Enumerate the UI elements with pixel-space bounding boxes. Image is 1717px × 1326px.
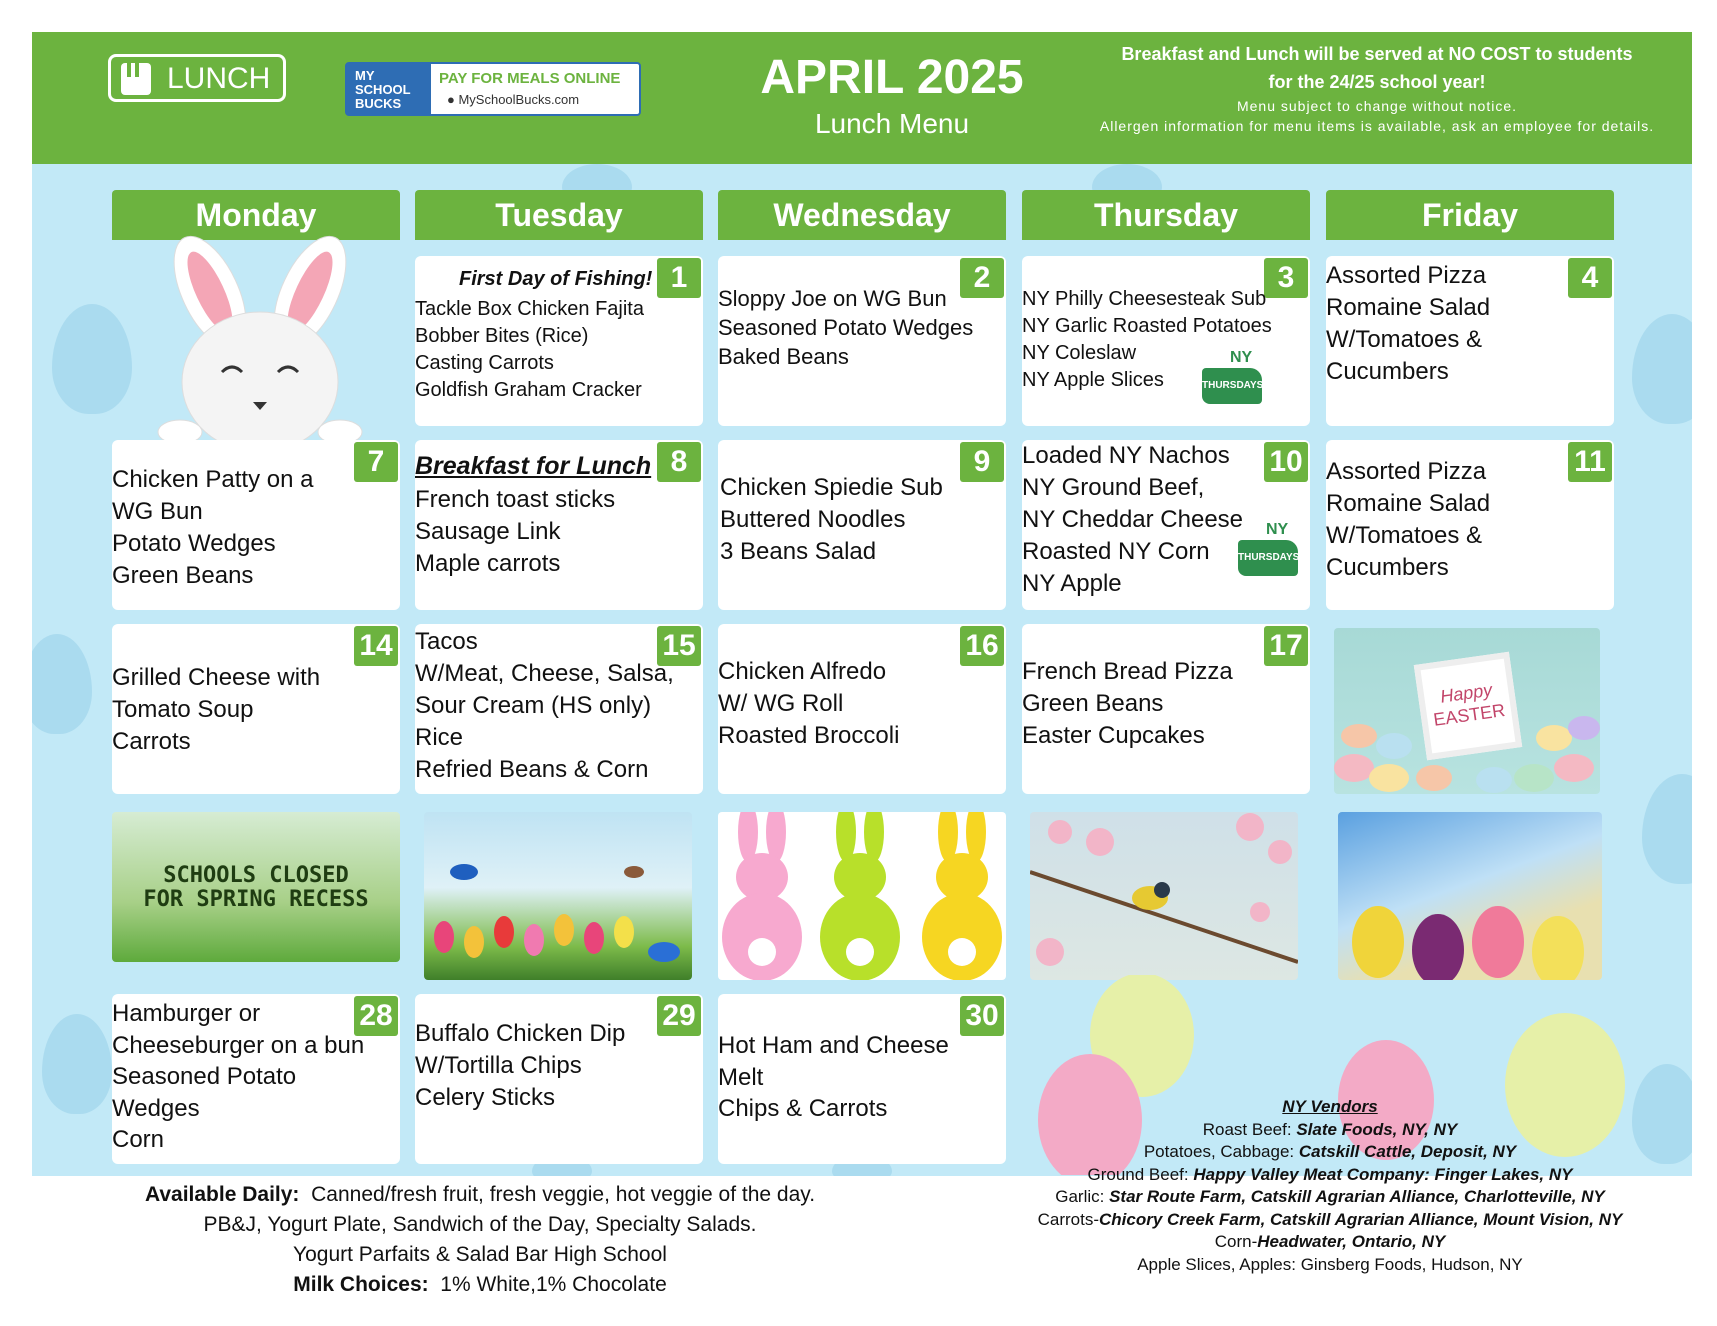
easter-eggs-picture xyxy=(1334,628,1600,794)
vendor-label: Corn- xyxy=(1214,1232,1258,1251)
available-line-1 xyxy=(80,1180,880,1210)
menu-items: Assorted Pizza Romaine Salad W/Tomatoes & Cucumbers xyxy=(1326,262,1491,385)
myschoolbucks-logo: MY SCHOOL BUCKS xyxy=(347,64,431,114)
vendor-row xyxy=(970,1141,1690,1164)
day-cell-2 xyxy=(718,256,1006,426)
day-header-friday: Friday xyxy=(1326,190,1614,240)
menu-items: Hot Ham and Cheese Melt Chips & Carrots xyxy=(718,1032,949,1122)
day-number: 29 xyxy=(657,996,701,1036)
menu-items: Sloppy Joe on WG Bun Seasoned Potato Wedges Baked Beans xyxy=(718,286,974,369)
tulips-butterflies-icon xyxy=(424,812,692,980)
menu-items: French Bread Pizza Green Beans Easter Cupcakes xyxy=(1022,658,1233,749)
myschoolbucks-link[interactable] xyxy=(345,62,641,116)
menu-items: Chicken Alfredo W/ WG Roll Roasted Broccoli xyxy=(718,658,900,749)
day-header-tuesday: Tuesday xyxy=(415,190,703,240)
site-label: MySchoolBucks.com xyxy=(458,92,580,107)
day-cell-8 xyxy=(415,440,703,610)
vendor-label: Garlic: xyxy=(1055,1187,1110,1206)
day-cell-15 xyxy=(415,624,703,794)
vendor-label: Apple Slices, Apples: Ginsberg Foods, Hudson, NY xyxy=(1137,1254,1523,1274)
available-line-3: Yogurt Parfaits & Salad Bar High School xyxy=(293,1243,667,1266)
bird-branch-icon xyxy=(1030,812,1298,980)
ny-state-label: NY xyxy=(1266,521,1289,538)
vendor-label: Ground Beef: xyxy=(1087,1164,1194,1184)
schools-closed-picture xyxy=(112,812,400,962)
ny-state-label: NY xyxy=(1230,349,1253,366)
menu-items: Grilled Cheese with Tomato Soup Carrots xyxy=(112,664,321,755)
day-number: 8 xyxy=(657,442,701,482)
milk-text: 1% White,1% Chocolate xyxy=(440,1273,667,1296)
menu-items: Tackle Box Chicken Fajita Bobber Bites (Rice) Casting Carrots Goldfish Graham Cracker xyxy=(415,298,644,401)
vendor-value: Headwater, Ontario, NY xyxy=(1257,1232,1446,1251)
vendor-row xyxy=(970,1231,1690,1254)
day-number: 2 xyxy=(960,258,1004,298)
day-number: 14 xyxy=(354,626,398,666)
vendor-row xyxy=(970,1254,1690,1277)
lunch-label: LUNCH xyxy=(167,62,271,95)
day-number: 15 xyxy=(657,626,701,666)
egg-decoration xyxy=(32,634,92,734)
available-label: Available Daily: xyxy=(144,1183,300,1206)
vendor-row xyxy=(970,1186,1690,1209)
tulips-butterflies-picture xyxy=(424,812,692,980)
ny-thursdays-label: THURSDAYS xyxy=(1238,552,1300,563)
egg-decoration xyxy=(1632,314,1692,424)
menu-items: Chicken Patty on a WG Bun Potato Wedges Green Beans xyxy=(112,466,314,589)
notice-text xyxy=(1072,40,1682,136)
day-number: 7 xyxy=(354,442,398,482)
day-cell-30 xyxy=(718,994,1006,1164)
vendor-row xyxy=(970,1164,1690,1187)
fork-icon xyxy=(121,63,151,95)
easter-eggs-icon xyxy=(1334,628,1600,794)
day-cell-4 xyxy=(1326,256,1614,426)
day-title: Breakfast for Lunch xyxy=(415,452,652,480)
easter-sign-line-2: EASTER xyxy=(1432,699,1507,730)
day-cell-11 xyxy=(1326,440,1614,610)
notice-line-4: Allergen information for menu items is available, ask an employee for details. xyxy=(1099,118,1655,134)
day-header-thursday: Thursday xyxy=(1022,190,1310,240)
page-title: APRIL 2025 xyxy=(760,51,1024,104)
day-number: 9 xyxy=(960,442,1004,482)
bunny-illustration xyxy=(140,232,380,442)
day-number: 4 xyxy=(1568,258,1612,298)
day-cell-28 xyxy=(112,994,400,1164)
vendor-value: Happy Valley Meat Company: Finger Lakes, NY xyxy=(1193,1164,1573,1184)
menu-items: Assorted Pizza Romaine Salad W/Tomatoes & Cucumbers xyxy=(1326,458,1491,581)
day-cell-14 xyxy=(112,624,400,794)
notice-line-2: for the 24/25 school year! xyxy=(1268,72,1486,92)
bunnies-picture xyxy=(718,812,1006,980)
day-number: 10 xyxy=(1264,442,1308,482)
day-number: 11 xyxy=(1568,442,1612,482)
header-banner xyxy=(32,32,1692,164)
tulips-picture xyxy=(1338,812,1602,980)
tulips-icon xyxy=(1338,812,1602,980)
schools-closed-text xyxy=(112,864,400,912)
vendors-title: NY Vendors xyxy=(1282,1097,1378,1116)
menu-items: Loaded NY Nachos NY Ground Beef, NY Cheddar Cheese Roasted NY Corn NY Apple xyxy=(1022,442,1244,597)
menu-items: French toast sticks Sausage Link Maple carrots xyxy=(415,486,616,577)
vendor-value: Chicory Creek Farm, Catskill Agrarian Alliance, Mount Vision, NY xyxy=(1099,1209,1623,1229)
closed-line-1: SCHOOLS CLOSED xyxy=(163,863,349,888)
pay-online-text: PAY FOR MEALS ONLINE xyxy=(439,70,621,87)
closed-line-2: FOR SPRING RECESS xyxy=(143,887,369,912)
page-subtitle: Lunch Menu xyxy=(814,108,970,139)
vendor-value: Catskill Cattle, Deposit, NY xyxy=(1298,1142,1517,1161)
milk-line xyxy=(80,1270,880,1300)
easter-sign-line-1: Happy xyxy=(1439,679,1494,707)
vendor-row xyxy=(970,1209,1690,1232)
day-cell-16 xyxy=(718,624,1006,794)
day-cell-17 xyxy=(1022,624,1310,794)
ny-vendors xyxy=(970,1096,1690,1276)
available-line-2: PB&J, Yogurt Plate, Sandwich of the Day, Specialty Salads. xyxy=(203,1213,757,1236)
day-title: First Day of Fishing! xyxy=(459,268,653,290)
egg-decoration xyxy=(52,304,132,414)
day-cell-9 xyxy=(718,440,1006,610)
vendor-label: Roast Beef: xyxy=(1202,1119,1297,1139)
day-header-monday: Monday xyxy=(112,190,400,240)
day-header-wednesday: Wednesday xyxy=(718,190,1006,240)
available-daily xyxy=(80,1180,880,1300)
day-cell-7 xyxy=(112,440,400,610)
day-cell-29 xyxy=(415,994,703,1164)
myschoolbucks-url: ● MySchoolBucks.com xyxy=(447,92,580,107)
day-number: 30 xyxy=(960,996,1004,1036)
vendor-label: Carrots- xyxy=(1037,1209,1100,1229)
vendor-value: Slate Foods, NY, NY xyxy=(1296,1119,1458,1139)
vendor-value: Star Route Farm, Catskill Agrarian Alliance, Charlotteville, NY xyxy=(1109,1187,1605,1206)
day-cell-1 xyxy=(415,256,703,426)
day-cell-10 xyxy=(1022,440,1310,610)
available-text-1: Canned/fresh fruit, fresh veggie, hot veggie of the day. xyxy=(311,1183,816,1206)
ny-thursdays-badge xyxy=(1238,521,1300,576)
day-cell-3 xyxy=(1022,256,1310,426)
bird-blossom-picture xyxy=(1030,812,1298,980)
day-number: 17 xyxy=(1264,626,1308,666)
day-number: 3 xyxy=(1264,258,1308,298)
lunch-badge xyxy=(108,54,286,102)
menu-items: Buffalo Chicken Dip W/Tortilla Chips Celery Sticks xyxy=(415,1020,626,1111)
menu-items: Tacos W/Meat, Cheese, Salsa, Sour Cream (HS only) Rice Refried Beans & Corn xyxy=(415,628,674,783)
egg-decoration xyxy=(1642,774,1692,884)
day-number: 28 xyxy=(354,996,398,1036)
menu-items: NY Philly Cheesesteak Sub NY Garlic Roasted Potatoes NY Coleslaw NY Apple Slices xyxy=(1022,288,1272,391)
menu-items: Hamburger or Cheeseburger on a bun Seasoned Potato Wedges Corn xyxy=(112,1000,365,1153)
menu-items: Chicken Spiedie Sub Buttered Noodles 3 Beans Salad xyxy=(720,474,943,565)
day-number: 16 xyxy=(960,626,1004,666)
bunnies-icon xyxy=(718,812,1006,980)
notice-line-3: Menu subject to change without notice. xyxy=(1236,98,1518,114)
ny-thursdays-badge xyxy=(1202,349,1264,404)
egg-decoration xyxy=(42,1014,112,1114)
vendor-row xyxy=(970,1119,1690,1142)
ny-thursdays-label: THURSDAYS xyxy=(1202,380,1264,391)
vendor-label: Potatoes, Cabbage: xyxy=(1143,1142,1299,1161)
notice-line-1: Breakfast and Lunch will be served at NO COST to students xyxy=(1121,44,1633,64)
day-number: 1 xyxy=(657,258,701,298)
milk-label: Milk Choices: xyxy=(293,1273,429,1296)
